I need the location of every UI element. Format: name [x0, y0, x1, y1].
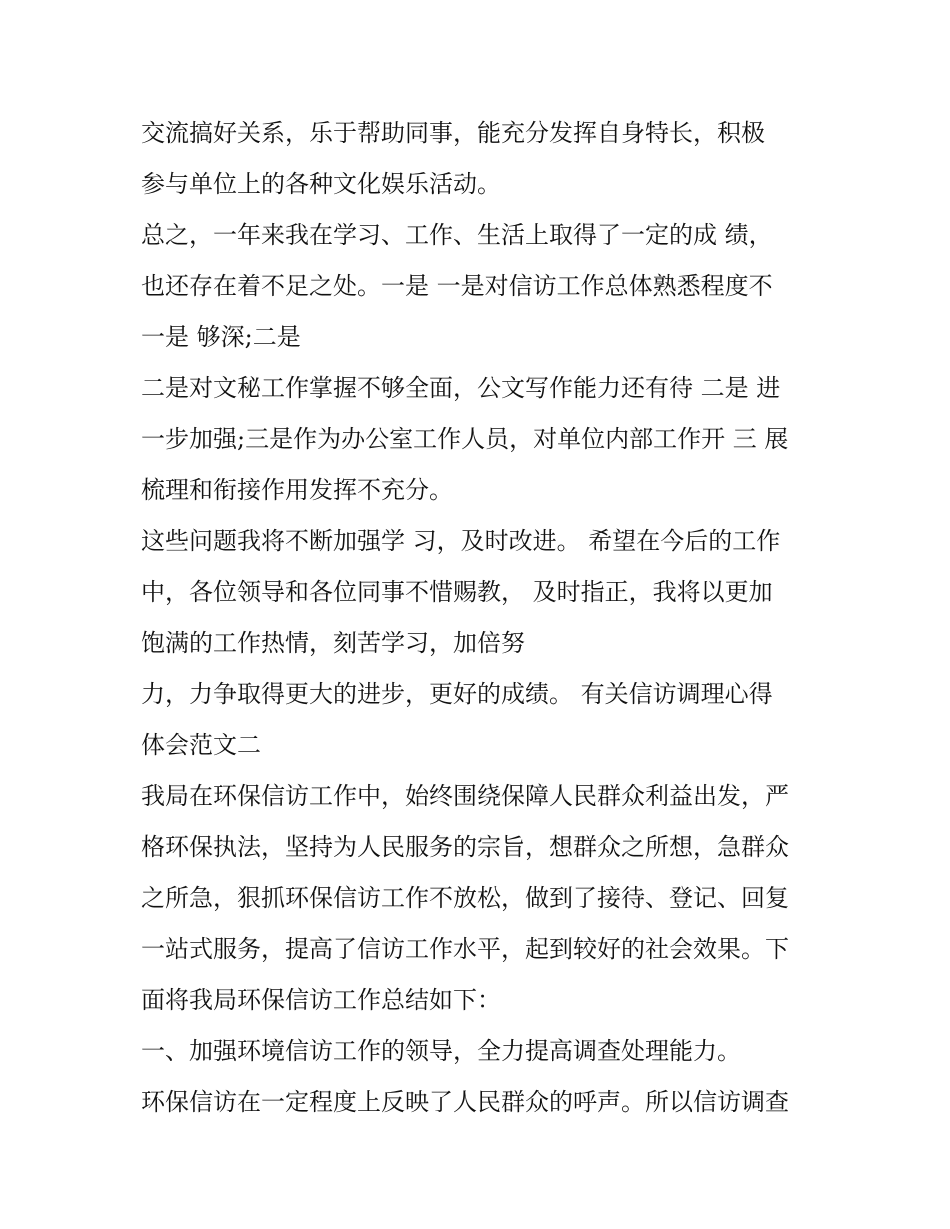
text-line: 我局在环保信访工作中，始终围绕保障人民群众利益出发，严	[141, 782, 789, 810]
text-line: 梳理和衔接作用发挥不充分。	[141, 476, 453, 504]
text-line: 也还存在着不足之处。一是 一是对信访工作总体熟悉程度不	[141, 272, 773, 300]
text-line: 之所急，狠抓环保信访工作不放松，做到了接待、登记、回复	[141, 884, 789, 912]
text-line: 体会范文二	[141, 731, 261, 759]
text-line: 交流搞好关系，乐于帮助同事，能充分发挥自身特长，积极	[141, 119, 765, 147]
text-line: 参与单位上的各种文化娱乐活动。	[141, 170, 501, 198]
text-line: 一步加强;三是作为办公室工作人员，对单位内部工作开 三 展	[141, 425, 789, 453]
text-line: 一是 够深;二是	[141, 323, 301, 351]
document-body	[141, 108, 821, 1128]
text-line: 二是对文秘工作掌握不够全面，公文写作能力还有待 二是 进	[141, 374, 781, 402]
text-line: 中，各位领导和各位同事不惜赐教， 及时指正，我将以更加	[141, 578, 773, 606]
text-line: 面将我局环保信访工作总结如下：	[141, 986, 501, 1014]
text-line: 总之，一年来我在学习、工作、生活上取得了一定的成 绩，	[141, 221, 773, 249]
text-line: 这些问题我将不断加强学 习，及时改进。 希望在今后的工作	[141, 527, 781, 555]
text-line: 环保信访在一定程度上反映了人民群众的呼声。所以信访调查	[141, 1088, 789, 1116]
text-line: 一、加强环境信访工作的领导，全力提高调查处理能力。	[141, 1037, 741, 1065]
text-line: 一站式服务，提高了信访工作水平，起到较好的社会效果。下	[141, 935, 789, 963]
text-line: 饱满的工作热情，刻苦学习，加倍努	[141, 629, 525, 657]
text-line: 力，力争取得更大的进步，更好的成绩。 有关信访调理心得	[141, 680, 773, 708]
text-line: 格环保执法，坚持为人民服务的宗旨，想群众之所想，急群众	[141, 833, 789, 861]
